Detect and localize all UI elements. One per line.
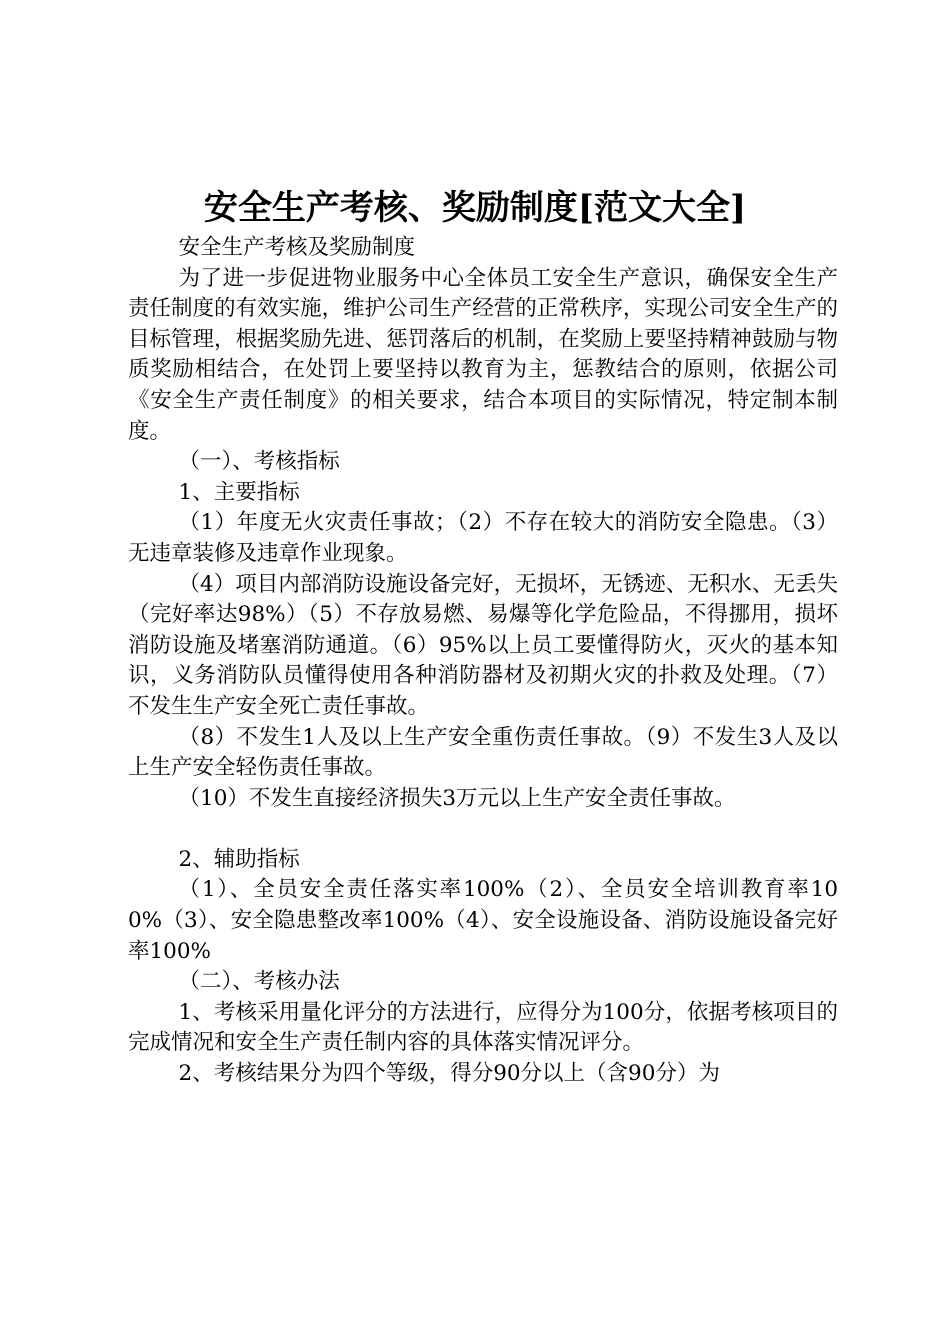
section-heading-assessment-indicators: （一）、考核指标 (178, 449, 340, 475)
subsection-heading-main-indicators: 1、主要指标 (178, 479, 300, 505)
subtitle-paragraph: 安全生产考核及奖励制度 (178, 235, 416, 260)
main-indicators-paragraph-4: （10）不发生直接经济损失3万元以上生产安全责任事故。 (178, 785, 736, 811)
intro-paragraph: 为了进一步促进物业服务中心全体员工安全生产意识，确保安全生产责任制度的有效实施，维护公司生产经营的正常秩序，实现公司安全生产的目标管理，根据奖励先进、惩罚落后的机制，在奖励上要坚持精神鼓励与物质奖励相结合，在处罚上要坚持以教育为主，惩教结合的原则，依据公司《安全生产责任制度》的相关要求，结合本项目的实际情况，特定制本制度。 (128, 265, 838, 444)
auxiliary-indicators-paragraph: （1）、全员安全责任落实率100%（2）、全员安全培训教育率100%（3）、安全隐患整改率100%（4）、安全设施设备、消防设施设备完好率100% (128, 877, 838, 964)
subsection-heading-auxiliary-indicators: 2、辅助指标 (178, 846, 300, 872)
section-heading-assessment-methods: （二）、考核办法 (178, 969, 340, 995)
main-indicators-paragraph-2: （4）项目内部消防设施设备完好，无损坏，无锈迹、无积水、无丢失（完好率达98%）（5）不存放易燃、易爆等化学危险品，不得挪用，损坏消防设施及堵塞消防通道。（6）95%以上员工要懂得防火，灭火的基本知识，义务消防队员懂得使用各种消防器材及初期火灾的扑救及处理。（7）不发生生产安全死亡责任事故。 (128, 571, 838, 719)
document-body (128, 233, 838, 1090)
main-indicators-paragraph-3: （8）不发生1人及以上生产安全重伤责任事故。（9）不发生3人及以上生产安全轻伤责任事故。 (128, 724, 838, 781)
assessment-methods-paragraph-2: 2、考核结果分为四个等级，得分90分以上（含90分）为 (178, 1061, 720, 1087)
assessment-methods-paragraph-1: 1、考核采用量化评分的方法进行，应得分为100分，依据考核项目的完成情况和安全生产责任制内容的具体落实情况评分。 (128, 999, 838, 1056)
document-title: 安全生产考核、奖励制度[范文大全] (203, 188, 747, 228)
blank-line (128, 814, 838, 845)
main-indicators-paragraph-1: （1）年度无火灾责任事故；（2）不存在较大的消防安全隐患。（3）无违章装修及违章作业现象。 (128, 510, 838, 566)
